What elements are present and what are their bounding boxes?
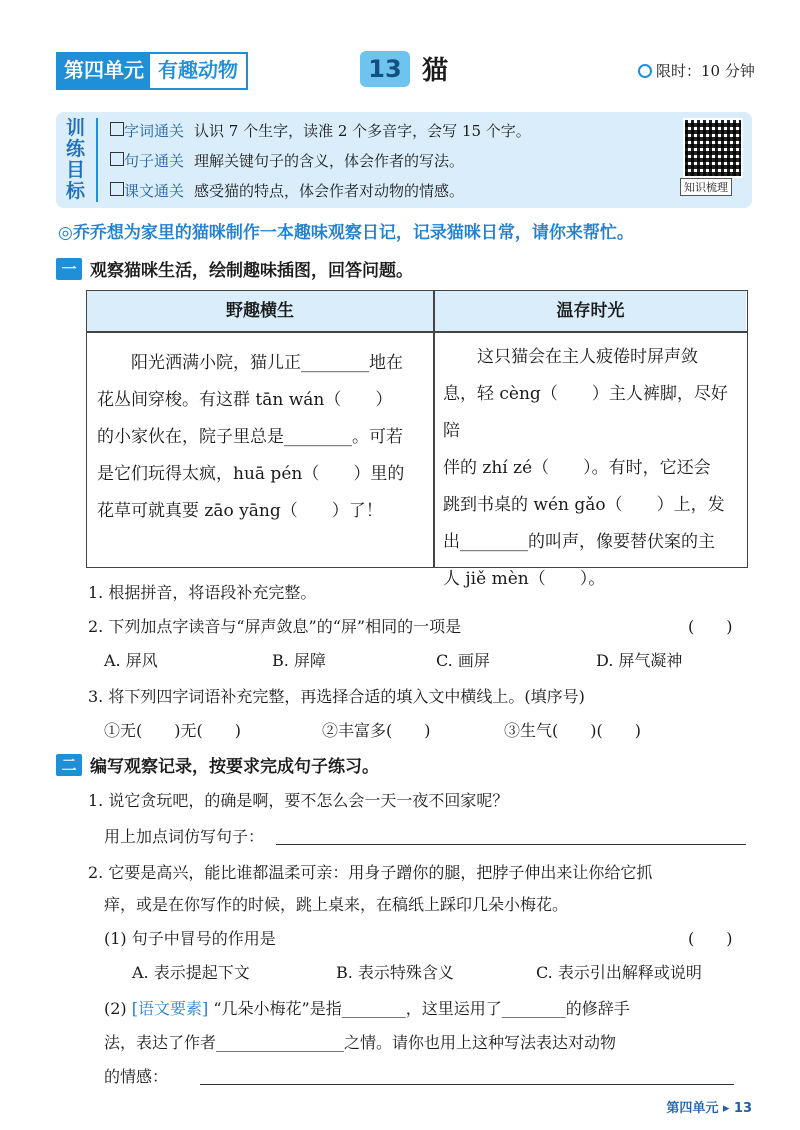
cell-line: 息，轻 cèng（ ）主人裤脚，尽好陪 <box>443 384 728 441</box>
qr-code-icon[interactable] <box>683 118 743 178</box>
table-cell <box>443 339 743 598</box>
question-text <box>104 996 630 1019</box>
question-text: 法，表达了作者________________之情。请你也用上这种写法表达对动物 <box>104 1033 617 1052</box>
goal-item <box>110 120 531 141</box>
section-one-heading <box>56 256 413 281</box>
goal-item <box>110 180 464 201</box>
option[interactable]: C. 表示引出解释或说明 <box>536 963 702 982</box>
fill-item[interactable]: ①无( )无( ) <box>104 721 241 740</box>
cell-line: 出________的叫声，像要替伏案的主 <box>443 532 715 552</box>
question-subtext: 用上加点词仿写句子： <box>104 827 265 846</box>
goal-name: 课文通关 <box>124 182 185 200</box>
option[interactable]: A. 表示提起下文 <box>132 963 250 982</box>
table-header: 温存时光 <box>435 291 746 331</box>
fill-item[interactable]: ②丰富多( ) <box>322 721 431 740</box>
option[interactable]: B. 屏障 <box>272 651 326 670</box>
goal-name: 句子通关 <box>124 152 185 170</box>
checkbox-icon <box>110 152 124 166</box>
section-title: 编写观察记录，按要求完成句子练习。 <box>90 757 379 777</box>
cell-line: 人 jiě mèn（ ）。 <box>443 569 606 589</box>
cell-line: 花草可就真要 zāo yāng（ ）了！ <box>97 501 383 521</box>
qr-label: 知识梳理 <box>680 178 732 196</box>
question-line: “几朵小梅花”是指________，这里运用了________的修辞手 <box>213 999 630 1018</box>
time-limit <box>638 60 755 81</box>
goal-item <box>110 150 464 171</box>
page-footer: 第四单元 ▸ 13 <box>666 1101 752 1116</box>
question-text: 痒，或是在你写作的时候，跳上桌来，在稿纸上踩印几朵小梅花。 <box>104 895 569 914</box>
section-tag: 二 <box>56 754 82 776</box>
option[interactable]: A. 屏风 <box>104 651 158 670</box>
section-title: 观察猫咪生活，绘制趣味插图，回答问题。 <box>90 261 413 281</box>
cell-line: 伴的 zhí zé（ ）。有时，它还会 <box>443 458 711 478</box>
cell-line: 这只猫会在主人疲倦时屏声敛 <box>477 347 698 367</box>
table-cell <box>97 345 427 530</box>
lesson-title: 猫 <box>422 56 449 86</box>
checkbox-icon <box>110 122 124 136</box>
question-number: (2) <box>104 999 127 1018</box>
checkbox-icon <box>110 182 124 196</box>
goal-text: 理解关键句子的含义，体会作者的写法。 <box>194 152 465 170</box>
question-text: 2. 它要是高兴，能比谁都温柔可亲：用身子蹭你的腿，把脖子伸出来让你给它抓 <box>88 863 653 882</box>
intro-text: ◎乔乔想为家里的猫咪制作一本趣味观察日记，记录猫咪日常，请你来帮忙。 <box>58 223 634 243</box>
goal-name: 字词通关 <box>124 122 185 140</box>
fill-item[interactable]: ③生气( )( ) <box>504 721 641 740</box>
unit-theme: 有趣动物 <box>150 54 246 88</box>
table-header: 野趣横生 <box>87 291 433 331</box>
time-limit-text: 限时：10 分钟 <box>656 62 755 80</box>
cell-line: 花丛间穿梭。有这群 tān wán（ ） <box>97 390 393 410</box>
answer-paren[interactable]: ( ) <box>688 617 733 636</box>
cell-line: 跳到书桌的 wén gǎo（ ）上，发 <box>443 495 725 515</box>
observation-table <box>86 290 748 589</box>
goals-label: 训练目标 <box>66 117 86 202</box>
goal-text: 感受猫的特点，体会作者对动物的情感。 <box>194 182 465 200</box>
section-two-heading <box>56 752 379 777</box>
unit-banner <box>56 52 248 90</box>
lesson-number: 13 <box>360 51 410 87</box>
answer-line[interactable] <box>276 844 746 845</box>
option[interactable]: D. 屏气凝神 <box>596 651 683 670</box>
answer-paren[interactable]: ( ) <box>688 929 733 948</box>
question-text: 1. 说它贪玩吧，的确是啊，要不怎么会一天一夜不回家呢？ <box>88 791 509 810</box>
option[interactable]: B. 表示特殊含义 <box>336 963 454 982</box>
cell-line: 的小家伙在，院子里总是________。可若 <box>97 427 403 447</box>
cell-line: 是它们玩得太疯，huā pén（ ）里的 <box>97 464 405 484</box>
section-tag: 一 <box>56 258 82 280</box>
clock-icon <box>638 64 652 78</box>
question-text: (1) 句子中冒号的作用是 <box>104 929 276 948</box>
cell-line: 阳光洒满小院，猫儿正________地在 <box>131 353 403 373</box>
goal-text: 认识 7 个生字，读准 2 个多音字，会写 15 个字。 <box>194 122 531 140</box>
unit-label: 第四单元 <box>58 54 150 88</box>
question-text: 2. 下列加点字读音与“屏声敛息”的“屏”相同的一项是 <box>88 617 462 636</box>
answer-line[interactable] <box>200 1084 734 1085</box>
element-tag: [语文要素] <box>131 999 209 1018</box>
question-text: 3. 将下列四字词语补充完整，再选择合适的填入文中横线上。(填序号) <box>88 687 585 706</box>
question-text: 1. 根据拼音，将语段补充完整。 <box>88 583 317 602</box>
table-divider <box>87 331 747 333</box>
question-text: 的情感： <box>104 1067 169 1086</box>
goals-divider <box>96 118 98 202</box>
lesson-heading <box>360 50 448 87</box>
table-divider <box>433 291 435 567</box>
option[interactable]: C. 画屏 <box>436 651 490 670</box>
